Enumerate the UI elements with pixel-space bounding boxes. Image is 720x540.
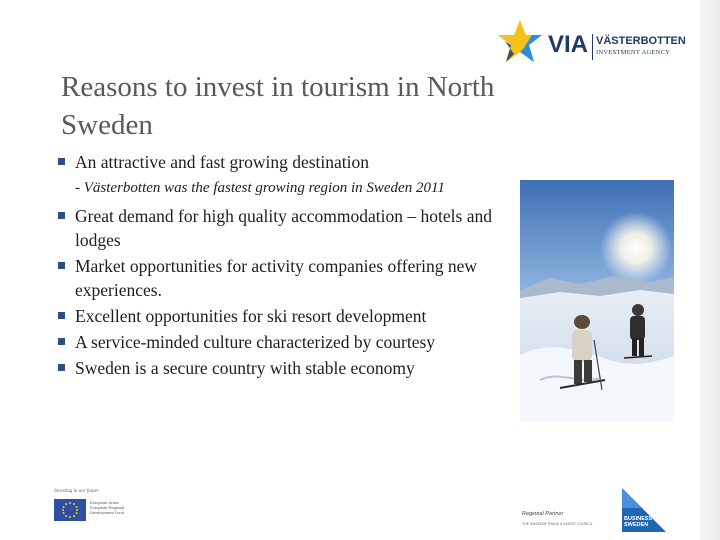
bullet-text: An attractive and fast growing destination	[75, 152, 370, 172]
bullet-square-icon	[58, 212, 65, 219]
bullet-square-icon	[58, 338, 65, 345]
regional-partner-label: Regional Partner	[522, 511, 564, 517]
eu-fund-text: European Union European Regional Development Fund	[90, 500, 125, 515]
bullet-text: Great demand for high quality accommodation – hotels and lodges	[75, 206, 492, 250]
bullet-item	[57, 330, 527, 354]
star-logo-icon	[494, 18, 550, 68]
logo-name: VÄSTERBOTTEN	[596, 35, 686, 47]
bullet-note: - Västerbotten was the fastest growing region in Sweden 2011	[75, 180, 445, 196]
bullet-square-icon	[58, 262, 65, 269]
skiers-photo	[520, 180, 674, 423]
bullet-item	[57, 150, 527, 174]
business-sweden-line-1: BUSINESS	[624, 516, 653, 522]
via-vasterbotten-logo	[494, 18, 686, 68]
bullet-text: Sweden is a secure country with stable economy	[75, 358, 415, 378]
bullet-square-icon	[58, 158, 65, 165]
bullet-text: Excellent opportunities for ski resort development	[75, 306, 427, 326]
right-decorative-band	[700, 0, 720, 540]
eu-tagline: Investing in our future	[54, 489, 99, 494]
bullet-item	[57, 204, 527, 252]
bullet-list	[57, 150, 527, 380]
bullet-item	[57, 254, 527, 302]
logo-divider	[592, 34, 593, 60]
logo-subtitle: INVESTMENT AGENCY	[596, 49, 671, 56]
bullet-square-icon	[58, 312, 65, 319]
bullet-text: A service-minded culture characterized by courtesy	[75, 332, 436, 352]
bullet-square-icon	[58, 364, 65, 371]
bullet-item	[57, 304, 527, 328]
business-sweden-text	[624, 516, 652, 528]
bullet-item	[57, 356, 527, 380]
eu-flag-icon	[54, 499, 86, 521]
business-sweden-line-2: SWEDEN	[624, 522, 649, 528]
slide-title: Reasons to invest in tourism in North Sweden	[61, 71, 495, 141]
bullet-text: Market opportunities for activity companies offering new experiences.	[75, 256, 478, 300]
regional-partner-subtitle: THE SWEDISH TRADE & INVEST COUNCIL	[522, 522, 593, 526]
logo-acronym: VIA	[548, 31, 589, 58]
